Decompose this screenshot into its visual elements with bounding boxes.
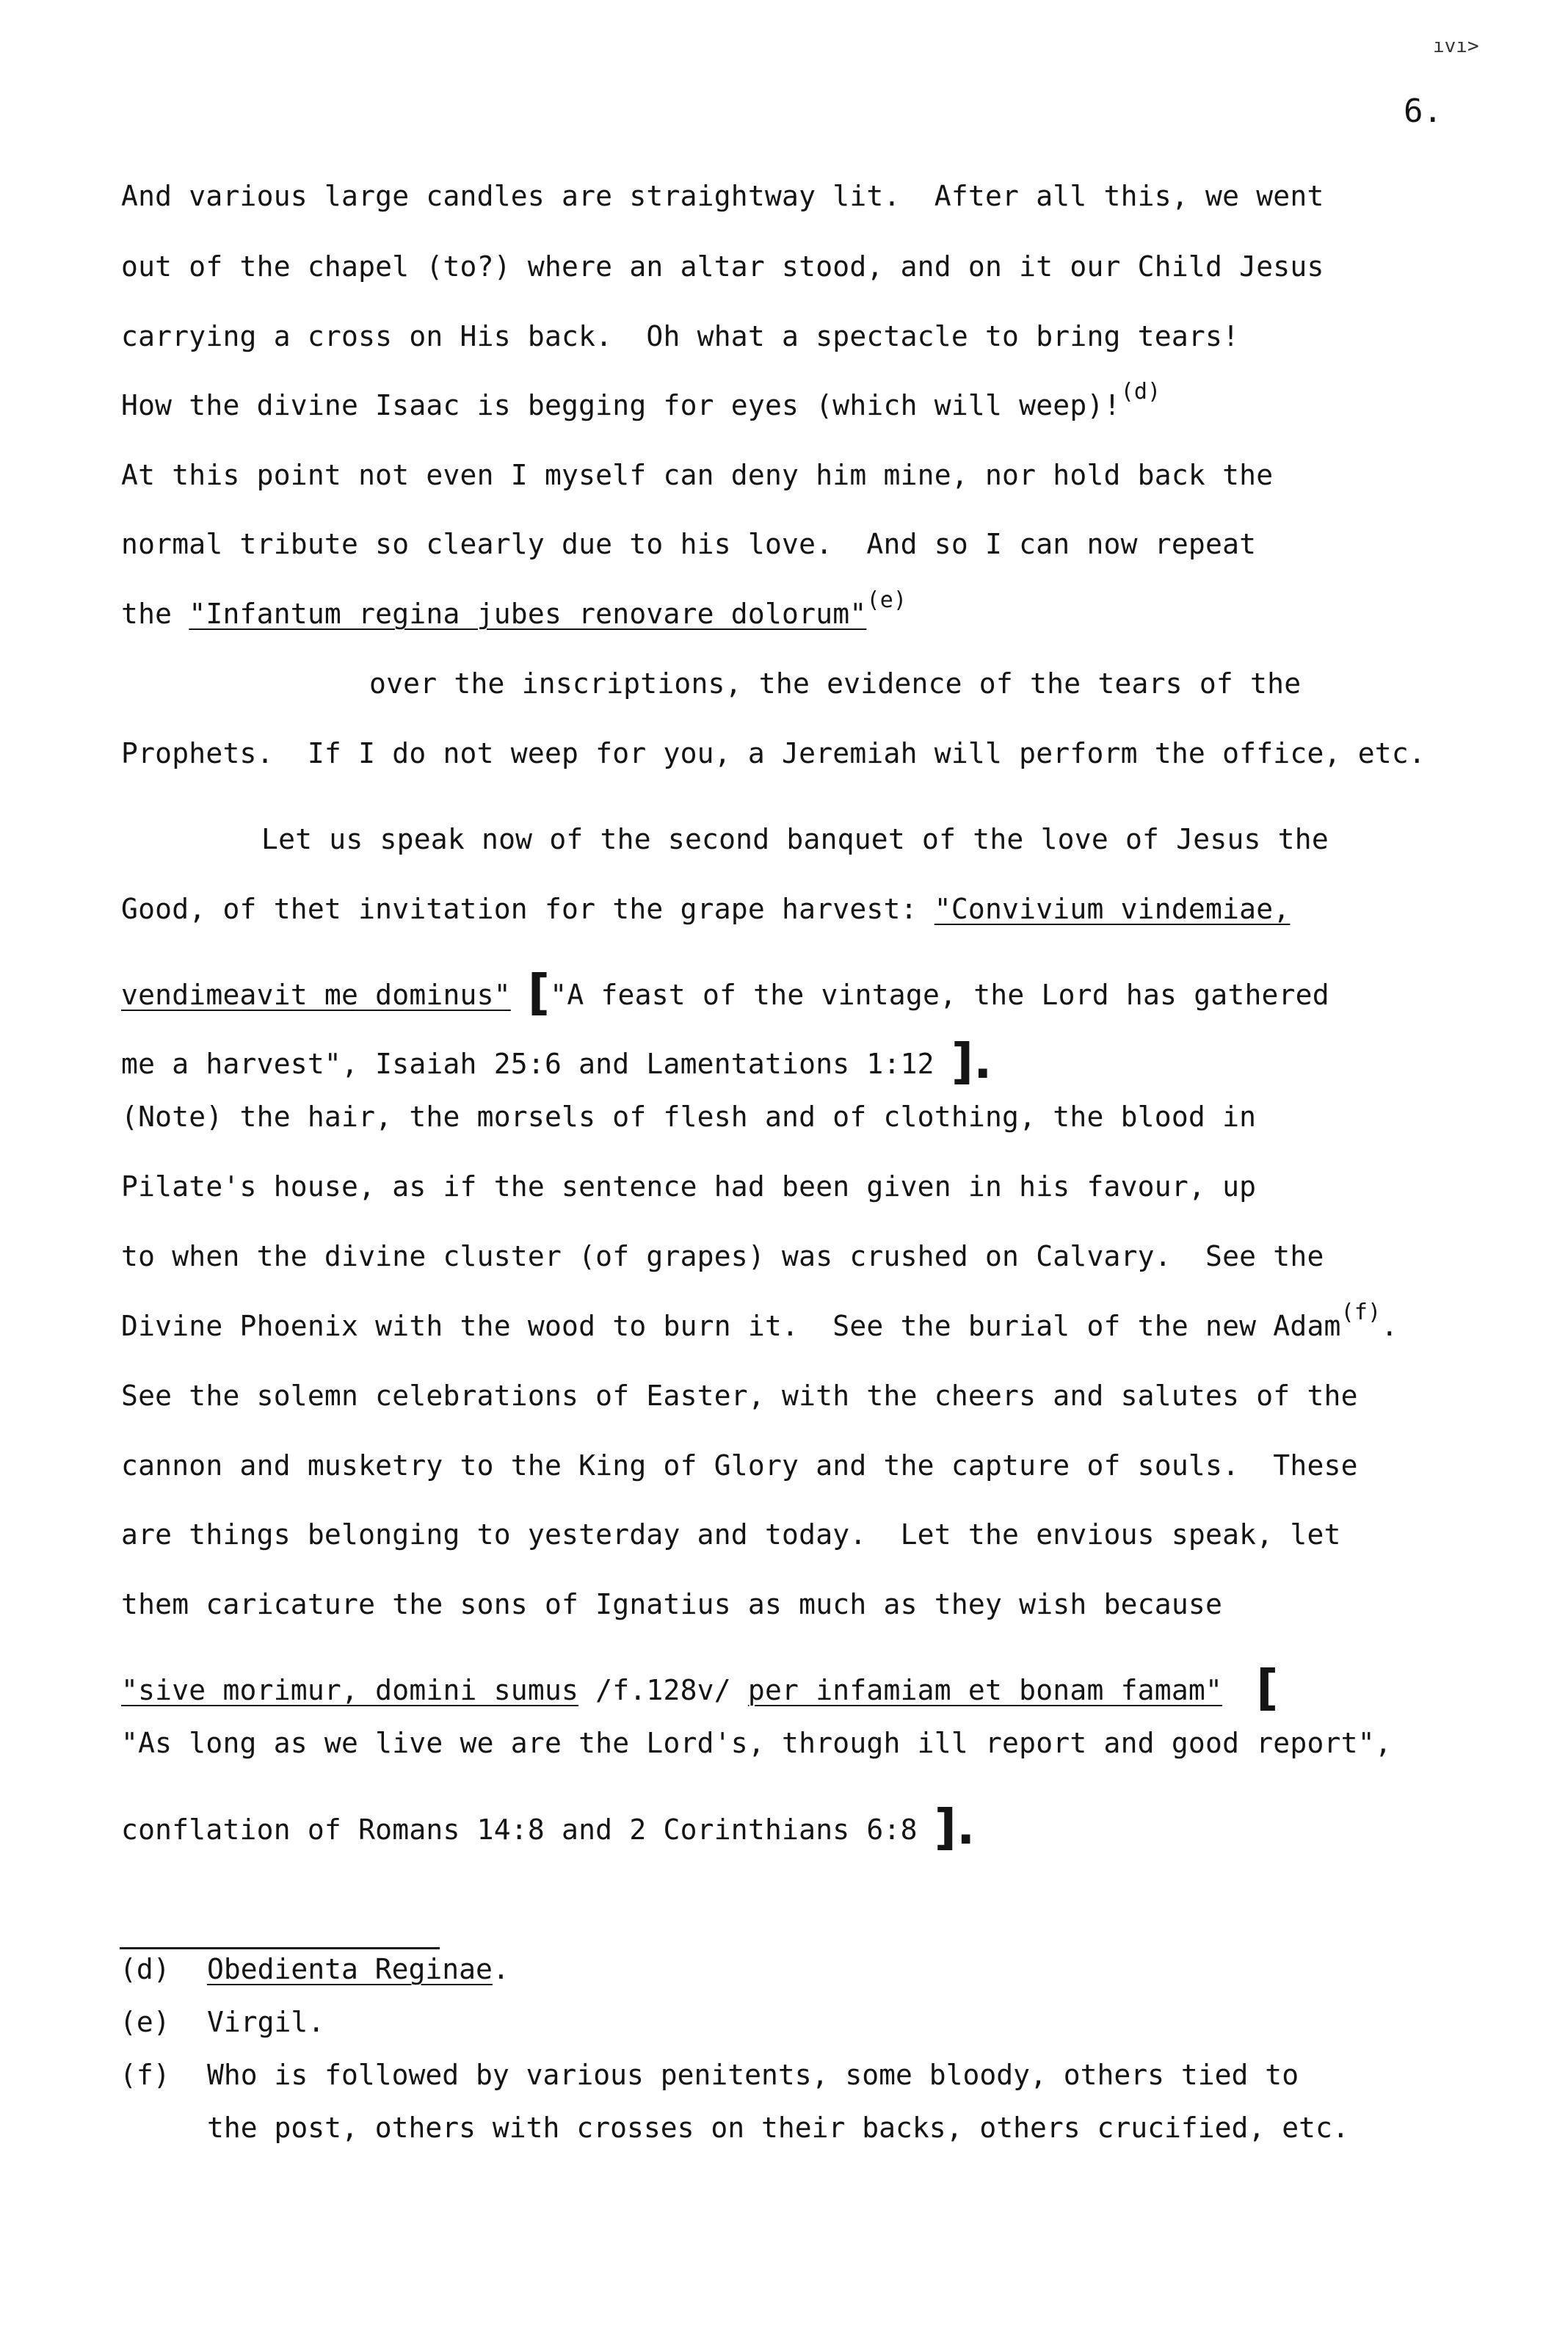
editor-bracket-close: ].	[951, 1033, 992, 1090]
footnote-text: Obedienta Reginae.	[207, 1953, 509, 1985]
body-line: them caricature the sons of Ignatius as much as they wish because	[121, 1588, 1223, 1620]
body-line: carrying a cross on His back. Oh what a spectacle to bring tears!	[121, 320, 1240, 352]
editor-bracket-open: [	[527, 964, 551, 1021]
latin-quote: "sive morimur, domini sumus	[121, 1674, 579, 1706]
body-line: "sive morimur, domini sumus /f.128v/ per infamiam et bonam famam" [	[121, 1659, 1279, 1716]
editor-bracket-close: ].	[934, 1799, 976, 1855]
body-line: How the divine Isaac is begging for eyes (which will weep)!$^{(d)}$	[121, 379, 1161, 421]
body-line: are things belonging to yesterday and today. Let the envious speak, let	[121, 1518, 1341, 1551]
editor-bracket-open: [	[1256, 1659, 1279, 1716]
body-line: conflation of Romans 14:8 and 2 Corinthians 6:8 ].	[121, 1799, 976, 1855]
corner-mark: ıvı>	[1433, 35, 1479, 57]
footnote-ref-f: (f)	[1340, 1300, 1382, 1325]
body-line: See the solemn celebrations of Easter, with the cheers and salutes of the	[121, 1380, 1358, 1412]
body-line: Let us speak now of the second banquet of the love of Jesus the	[261, 823, 1329, 855]
body-line: normal tribute so clearly due to his love. And so I can now repeat	[121, 528, 1257, 560]
footnote-text-continued: the post, others with crosses on their backs, others crucified, etc.	[207, 2112, 1349, 2144]
footnote-label: (f)	[120, 2059, 170, 2091]
body-line: cannon and musketry to the King of Glory and the capture of souls. These	[121, 1449, 1358, 1482]
body-line: Pilate's house, as if the sentence had been given in his favour, up	[121, 1170, 1257, 1203]
footnote-text: Virgil.	[207, 2006, 325, 2038]
body-line: vendimeavit me dominus" ["A feast of the vintage, the Lord has gathered	[121, 964, 1329, 1021]
latin-quote: "Convivium vindemiae,	[934, 893, 1291, 925]
footnote-text: Who is followed by various penitents, some bloody, others tied to	[207, 2059, 1299, 2091]
body-line: over the inscriptions, the evidence of the tears of the	[369, 667, 1302, 700]
latin-quote: "Infantum regina jubes renovare dolorum"	[189, 598, 867, 630]
footnote-ref-d: (d)	[1120, 379, 1161, 405]
body-line: out of the chapel (to?) where an altar stood, and on it our Child Jesus	[121, 250, 1324, 283]
body-line: Divine Phoenix with the wood to burn it. See the burial of the new Adam$^{(f)}$.	[121, 1300, 1398, 1342]
body-line: the "Infantum regina jubes renovare dolorum"$^{(e)}$	[121, 587, 907, 630]
footnote-f	[0, 2051, 1568, 2190]
body-line: Good, of thet invitation for the grape harvest: "Convivium vindemiae,	[121, 893, 1291, 925]
footnote-label: (d)	[120, 1953, 170, 1985]
body-line: me a harvest", Isaiah 25:6 and Lamentations 1:12 ].	[121, 1033, 992, 1090]
footnote-label: (e)	[120, 2006, 170, 2038]
body-line: to when the divine cluster (of grapes) was crushed on Calvary. See the	[121, 1240, 1324, 1272]
body-line: "As long as we live we are the Lord's, through ill report and good report",	[121, 1727, 1392, 1759]
body-line: (Note) the hair, the morsels of flesh and of clothing, the blood in	[121, 1101, 1257, 1133]
body-line: And various large candles are straightway lit. After all this, we went	[121, 180, 1324, 212]
body-line: At this point not even I myself can deny him mine, nor hold back the	[121, 459, 1274, 491]
page-number: 6.	[1404, 93, 1442, 130]
latin-quote: vendimeavit me dominus"	[121, 979, 511, 1011]
footnote-ref-e: (e)	[866, 587, 907, 613]
latin-quote: per infamiam et bonam famam"	[747, 1674, 1223, 1706]
body-line: Prophets. If I do not weep for you, a Jeremiah will perform the office, etc.	[121, 737, 1426, 769]
